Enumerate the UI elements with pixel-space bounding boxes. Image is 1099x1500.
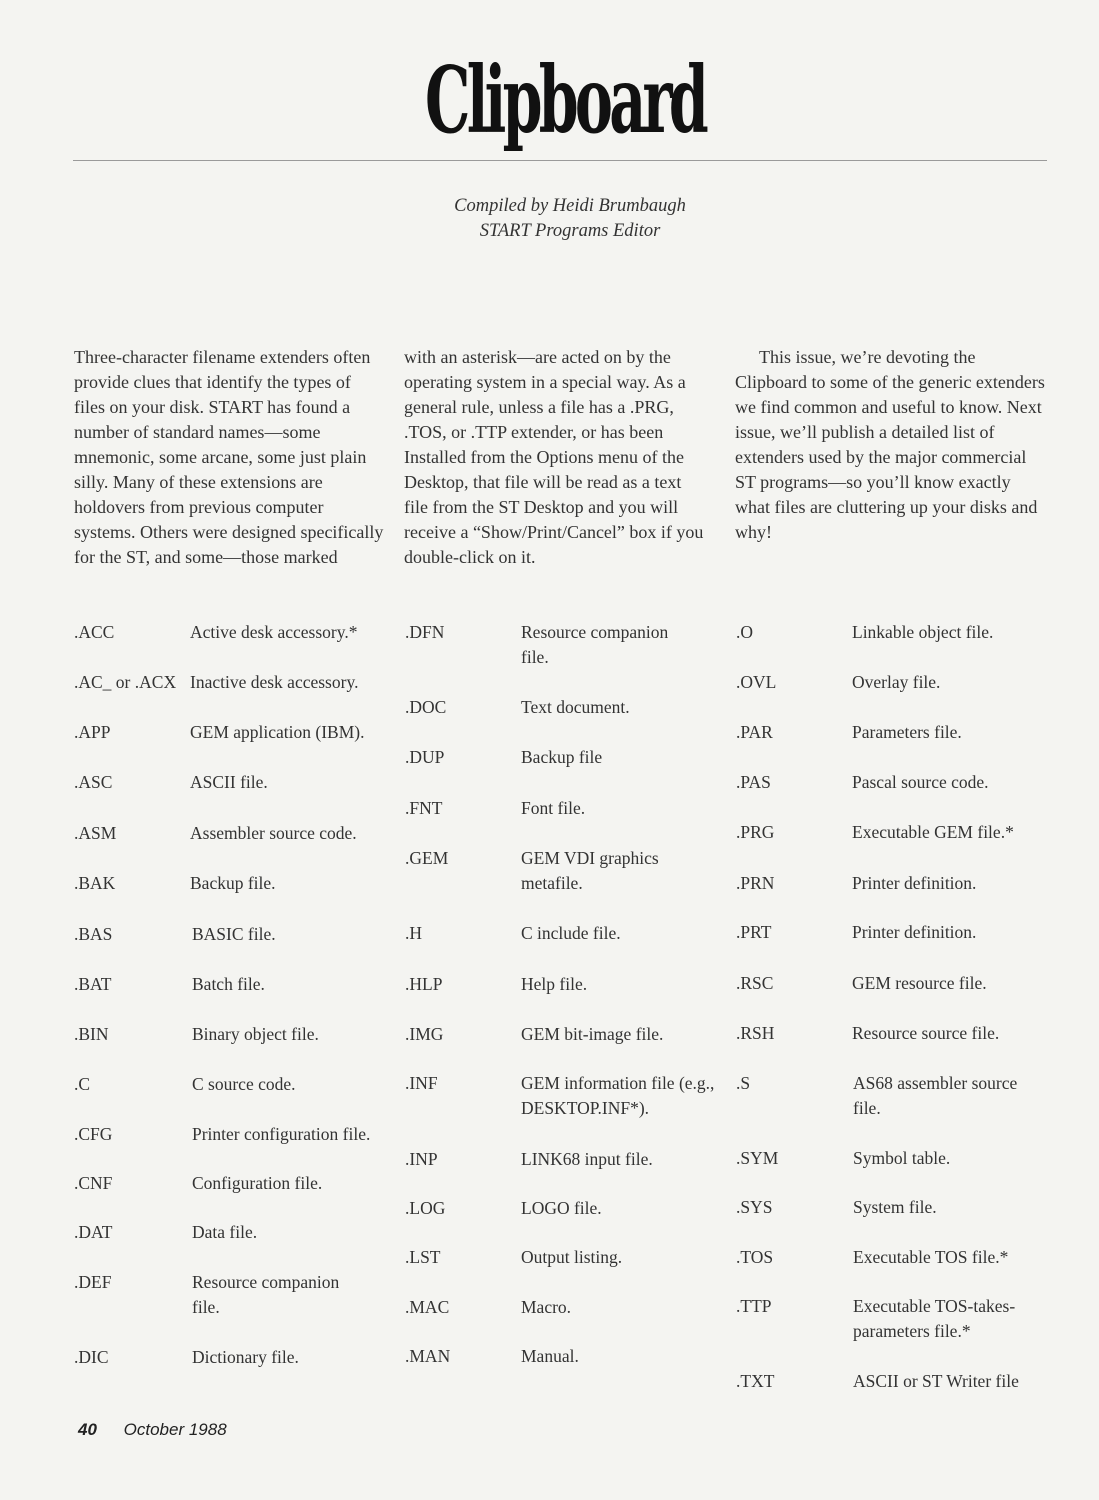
extender-description: Manual. [521, 1346, 579, 1366]
extender-name: .SYS [736, 1197, 773, 1217]
extender-description: Output listing. [521, 1247, 623, 1267]
extender-description: Text document. [521, 697, 630, 717]
extender-name: .SYM [736, 1148, 779, 1168]
intro-column-2: with an asterisk—are acted on by the operating system in a special way. As a general rule, unless a file has a .PRG, .TOS, or .TTP extender, or has been Installed from the Options menu of the Desktop, that file will be read as a text file from the ST Desktop and you will receive a “Show/Print/Cancel” box if you double-click on it. [404, 347, 704, 567]
extender-description: Active desk accessory.* [190, 622, 358, 642]
extender-name: .RSH [736, 1023, 775, 1043]
extender-name: .TTP [736, 1296, 772, 1316]
extender-description: BASIC file. [192, 924, 276, 944]
extender-name: .PRT [736, 922, 772, 942]
page-footer [78, 1420, 227, 1440]
extender-description: System file. [853, 1197, 937, 1217]
extender-description: Resource companion file. [521, 622, 669, 667]
extender-name: .PAS [736, 772, 771, 792]
extender-description: Pascal source code. [852, 772, 989, 792]
byline [360, 194, 780, 244]
extender-description: Executable TOS file.* [853, 1247, 1009, 1267]
extender-description: Printer definition. [852, 922, 977, 942]
extender-description: C include file. [521, 923, 621, 943]
extender-description: LINK68 input file. [521, 1149, 653, 1169]
extender-description: Binary object file. [192, 1024, 319, 1044]
extender-name: .S [736, 1073, 751, 1093]
extender-description: Symbol table. [853, 1148, 951, 1168]
extender-name: .DFN [405, 622, 445, 642]
page-number: 40 [78, 1420, 97, 1439]
page-title: Clipboard [425, 46, 705, 154]
byline-author: Compiled by Heidi Brumbaugh [454, 196, 686, 216]
extender-description: Executable TOS-takes-parameters file.* [853, 1296, 1016, 1341]
extender-name: .ASC [74, 772, 113, 792]
extender-name: .BAT [74, 974, 112, 994]
extender-description: Printer configuration file. [192, 1124, 371, 1144]
byline-role: START Programs Editor [479, 221, 661, 241]
extender-description: Configuration file. [192, 1173, 323, 1193]
extender-description: GEM information file (e.g., DESKTOP.INF*). [521, 1073, 715, 1118]
extender-name: .PAR [736, 722, 773, 742]
extender-name: .H [405, 923, 423, 943]
extender-name: .DUP [405, 747, 445, 767]
title-divider [73, 160, 1047, 161]
extender-name: .INP [405, 1149, 438, 1169]
extender-description: Parameters file. [852, 722, 962, 742]
issue-date: October 1988 [123, 1420, 227, 1439]
extender-name: .APP [74, 722, 111, 742]
extender-name: .PRG [736, 822, 775, 842]
extender-description: Inactive desk accessory. [190, 672, 359, 692]
extender-name: .GEM [405, 848, 449, 868]
intro-column-1: Three-character filename extenders often provide clues that identify the types of files on your disk. START has found a number of standard names—some mnemonic, some arcane, some just plain silly. Many of these extensions are holdovers from previous computer systems. Others were designed specifically for the ST, and some—those marked [74, 347, 384, 567]
extender-description: Resource source file. [852, 1023, 1000, 1043]
extender-name: .C [74, 1074, 91, 1094]
extender-name: .BIN [74, 1024, 109, 1044]
extender-name: .BAS [74, 924, 113, 944]
extender-name: .AC_ or .ACX [74, 672, 177, 692]
extender-description: Printer definition. [852, 873, 977, 893]
extender-description: Resource companion file. [192, 1272, 340, 1317]
extender-name: .PRN [736, 873, 775, 893]
extender-name: .MAC [405, 1297, 450, 1317]
extender-description: ASCII or ST Writer file [853, 1371, 1019, 1391]
extender-description: Assembler source code. [190, 823, 357, 843]
extender-description: GEM resource file. [852, 973, 987, 993]
extender-name: .ACC [74, 622, 115, 642]
extender-name: .MAN [405, 1346, 451, 1366]
extender-name: .DIC [74, 1347, 109, 1367]
extender-name: .LOG [405, 1198, 446, 1218]
extender-name: .OVL [736, 672, 777, 692]
extender-name: .DAT [74, 1222, 113, 1242]
extender-name: .TXT [736, 1371, 775, 1391]
extender-name: .INF [405, 1073, 438, 1093]
extender-description: Help file. [521, 974, 588, 994]
extender-description: Backup file. [190, 873, 276, 893]
extender-description: ASCII file. [190, 772, 268, 792]
extender-description: Backup file [521, 747, 603, 767]
extender-name: .CNF [74, 1173, 113, 1193]
intro-column-3: This issue, we’re devoting the Clipboard to some of the generic extenders we find common and useful to know. Next issue, we’ll publish a detailed list of extenders used by the major commercial ST programs—so you’ll know exactly what files are cluttering up your disks and why! [735, 347, 1045, 542]
extender-name: .RSC [736, 973, 774, 993]
extender-description: Data file. [192, 1222, 258, 1242]
extender-description: C source code. [192, 1074, 296, 1094]
extender-description: GEM application (IBM). [190, 722, 365, 742]
extender-description: LOGO file. [521, 1198, 602, 1218]
extender-name: .LST [405, 1247, 441, 1267]
extender-name: .DOC [405, 697, 447, 717]
extender-name: .TOS [736, 1247, 774, 1267]
extender-description: GEM bit-image file. [521, 1024, 664, 1044]
extender-description: AS68 assembler source file. [853, 1073, 1018, 1118]
extender-description: Overlay file. [852, 672, 941, 692]
extender-description: Dictionary file. [192, 1347, 299, 1367]
extender-description: Macro. [521, 1297, 572, 1317]
extender-description: Font file. [521, 798, 586, 818]
extender-description: Batch file. [192, 974, 265, 994]
extender-name: .O [736, 622, 754, 642]
extender-name: .BAK [74, 873, 116, 893]
extender-description: Linkable object file. [852, 622, 994, 642]
extender-name: .IMG [405, 1024, 444, 1044]
extender-name: .FNT [405, 798, 443, 818]
extender-name: .CFG [74, 1124, 113, 1144]
extender-name: .HLP [405, 974, 443, 994]
extender-description: Executable GEM file.* [852, 822, 1014, 842]
extender-name: .DEF [74, 1272, 112, 1292]
extender-description: GEM VDI graphics metafile. [521, 848, 659, 893]
extender-name: .ASM [74, 823, 117, 843]
